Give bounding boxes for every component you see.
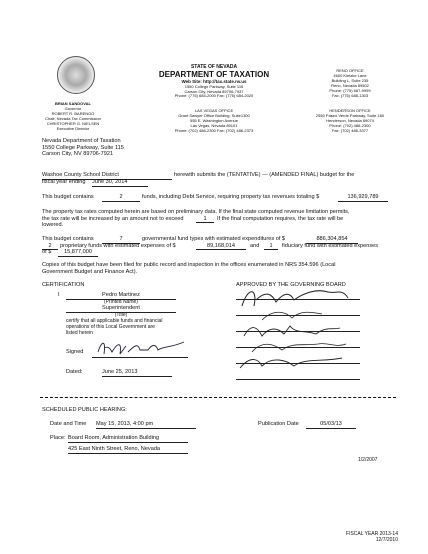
publication-date: 05/03/13: [306, 421, 356, 429]
footer-date: 12/7/2010: [375, 537, 398, 543]
henderson-office: HENDERSON OFFICE 2550 Paseo Verde Parkway, Suite 180 Henderson, Nevada 89074 Phone: (702) 486-2300 Fax: (702) 486-3377: [315, 108, 385, 133]
place-line1: Board Room, Administration Building: [68, 435, 188, 443]
fiduciary-count: 1: [264, 243, 278, 251]
signing-date: June 25, 2013: [102, 369, 172, 377]
dated-label: Dated:: [66, 369, 83, 375]
dept-address1: 1550 College Parkway, Suite 115: [184, 84, 244, 89]
entity-name: Washoe County School District: [42, 172, 172, 180]
recipient-address: Nevada Department of Taxation 1550 College Parkway, Suite 115 Carson City, NV 89706-7921: [42, 138, 124, 158]
reno-office: RENO OFFICE 4600 Kietzke Lane Building L, Suite 235 Reno, Nevada 89502 Phone: (775) 687-9999 Fax: (775) 688-1303: [329, 68, 371, 98]
cert-i: I: [58, 292, 60, 298]
para1-text-a: This budget contains: [42, 194, 94, 200]
para3-text-c: proprietary funds with estimated expenses of $: [60, 242, 176, 249]
dept-title: DEPARTMENT OF TAXATION: [158, 70, 270, 79]
superintendent-signature: [92, 338, 192, 360]
para3-text-a: This budget contains: [42, 236, 94, 242]
para2-rate: 1: [196, 216, 214, 224]
para2-line3: lowered.: [42, 222, 64, 228]
place-label: Place:: [50, 435, 66, 441]
officials-block: BRIAN SANDOVAL Governor ROBERT R. BARENGO Chair, Nevada Tax Commission CHRISTOPHER G. NIELSEN Executive Director: [45, 101, 101, 131]
dept-website: Web Site: http://tax.state.nv.us: [181, 79, 247, 84]
hearing-heading: SCHEDULED PUBLIC HEARING:: [42, 407, 127, 413]
form-revision-date: 1/2/2007: [358, 457, 378, 463]
submission-text: herewith submits the (TENTATIVE) — (AMENDED FINAL) budget for the: [174, 172, 355, 178]
para2-line1: The property tax rates computed herein are based on preliminary data. If the final state computed revenue limitation permits,: [42, 209, 350, 215]
signed-label: Signed: [66, 349, 84, 355]
state-name: STATE OF NEVADA: [190, 64, 238, 70]
para3-text-b: governmental fund types with estimated expenditures of $: [142, 236, 286, 242]
board-signatures: [232, 284, 366, 382]
fiduciary-expenses: 15,877,000: [58, 249, 98, 257]
cert-text: certify that all applicable funds and financial operations of this Local Government are listed herein: [66, 318, 163, 336]
hearing-datetime-label: Date and Time: [50, 421, 87, 427]
lasvegas-office: LAS VEGAS OFFICE Grant Sawyer Office Building, Suite1300 555 E. Washington Avenue Las Vegas, Nevada 89101 Phone: (702) 486-2300 Fax: (702) 486-2373: [174, 108, 254, 133]
para2-line2b: If the final computation requires, the tax rate will be: [217, 215, 344, 222]
copies-line2: Government Budget and Finance Act).: [42, 268, 138, 275]
para3-text-e: fiduciary fund with estimated expenses: [282, 242, 379, 249]
para1-text-b: funds, including Debt Service, requiring property tax revenues totaling $: [142, 194, 320, 200]
dept-phone: Phone: (775) 684-2000 Fax: (775) 684-2020: [174, 93, 254, 98]
state-seal: [57, 56, 95, 94]
approved-by-board: APPROVED BY THE GOVERNING BOARD: [236, 282, 346, 288]
proprietary-count: 2: [42, 243, 58, 251]
fiscal-year-label: fiscal year ending: [42, 179, 86, 185]
place-line2: 425 East Ninth Street, Reno, Nevada: [68, 446, 188, 454]
para1-fund-count: 2: [102, 194, 140, 202]
para3-text-f: of $: [42, 249, 52, 255]
title-caption: (Title): [114, 312, 128, 318]
para3-text-d: and: [250, 242, 260, 249]
footer-fiscal-year: FISCAL YEAR 2013-14: [346, 531, 398, 537]
fiscal-year-end: June 30, 2014: [92, 179, 148, 187]
copies-line1: Copies of this budget have been filed for public record and inspection in the offices enumerated in NRS 354.596 (Local: [42, 262, 336, 268]
signer-name: Pedro Martinez: [66, 292, 176, 300]
hearing-datetime: May 15, 2013, 4:00 pm: [96, 421, 196, 429]
certification-heading: CERTIFICATION: [42, 282, 85, 288]
gov-fund-count: 7: [102, 236, 140, 244]
property-tax-total: 136,929,789: [338, 194, 388, 202]
gov-expenditures: 886,304,854: [306, 236, 358, 244]
proprietary-expenses: 89,168,014: [196, 243, 246, 251]
printed-name-caption: (Printed Name): [104, 299, 138, 305]
dept-address2: Carson City, Nevada 89706-7937: [184, 88, 244, 94]
publication-date-label: Publication Date: [258, 421, 299, 427]
para2-line2a: the tax rate will be increased by an amount not to exceed: [42, 215, 184, 222]
signer-title: Superintendent: [66, 305, 176, 313]
